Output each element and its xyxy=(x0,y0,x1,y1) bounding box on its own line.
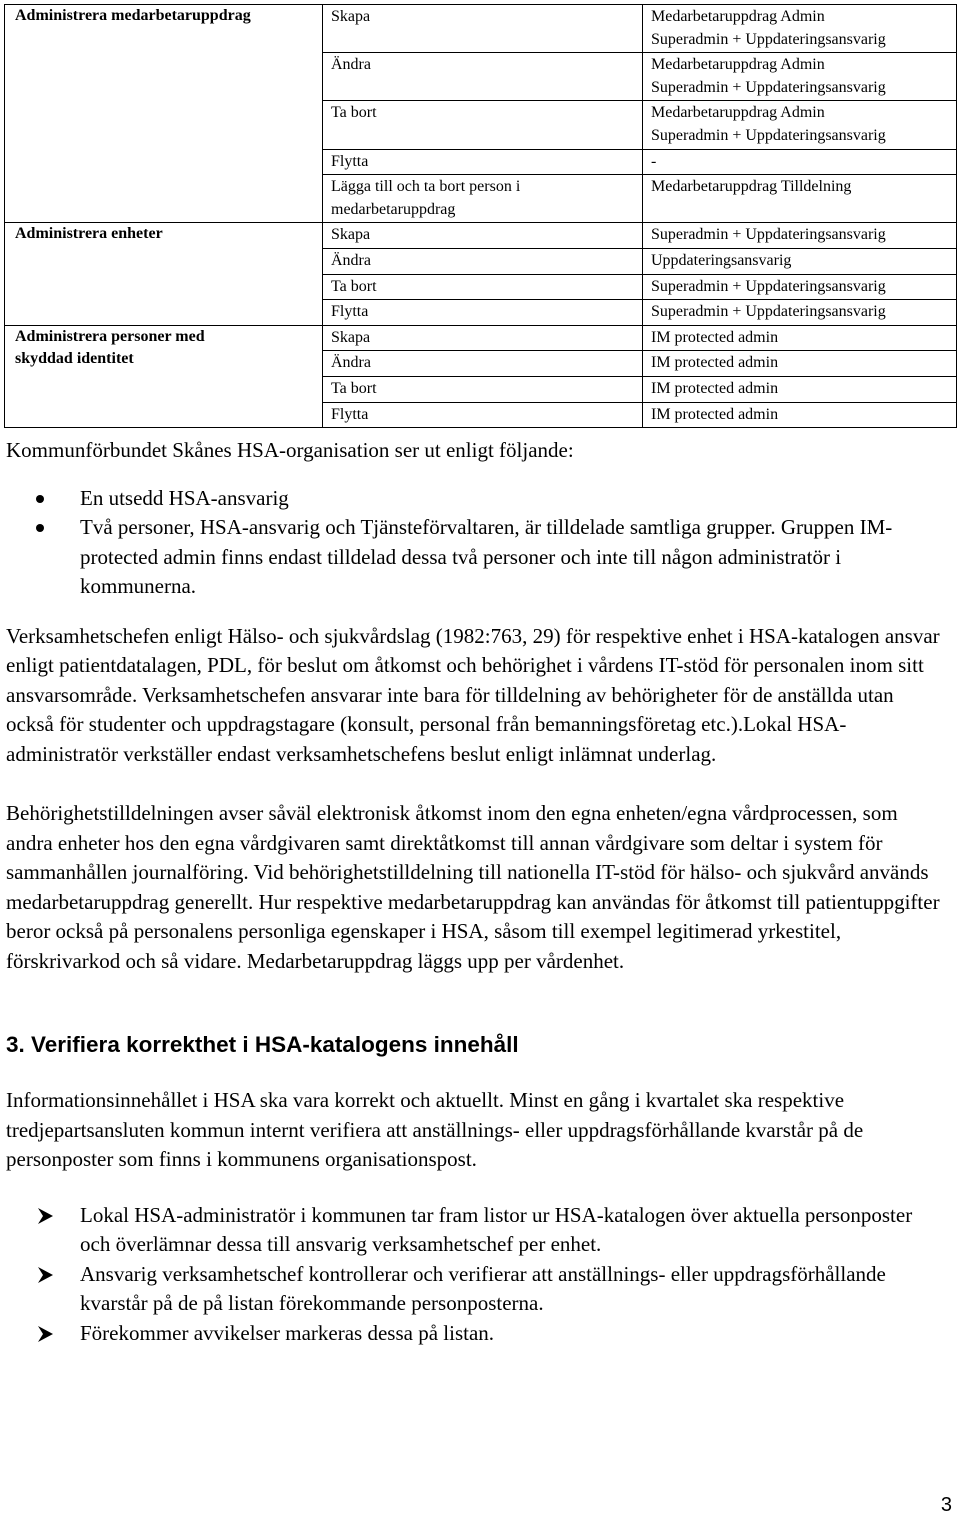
bullet-icon xyxy=(36,524,44,532)
action-label: Skapa xyxy=(331,8,371,25)
organisation-bullet-list xyxy=(6,484,946,602)
action-label: Flytta xyxy=(331,152,369,170)
action-label: Ta bort xyxy=(331,104,377,122)
action-label: Skapa xyxy=(331,328,371,346)
action-cell xyxy=(323,101,643,149)
role-cell xyxy=(643,149,957,175)
role-label: IM protected admin xyxy=(651,354,779,372)
action-label: Ändra xyxy=(331,56,371,74)
action-cell xyxy=(323,149,643,175)
role-label: - xyxy=(651,152,657,170)
action-label: Ta bort xyxy=(331,379,377,397)
role-label: Superadmin + Uppdateringsansvarig xyxy=(651,126,886,144)
step-item: Förekommer avvikelser markeras dessa på listan. xyxy=(6,1319,946,1349)
permissions-table xyxy=(4,4,957,428)
action-cell xyxy=(323,223,643,249)
action-label: medarbetaruppdrag xyxy=(331,200,456,218)
arrow-bullet-icon xyxy=(36,1207,54,1225)
action-label: Flytta xyxy=(331,303,369,321)
action-cell xyxy=(323,376,643,402)
role-label: Medarbetaruppdrag Tilldelning xyxy=(651,178,852,196)
step-item: Ansvarig verksamhetschef kontrollerar och verifierar att anställnings- eller uppdragsförhållande kvarstår på de på listan förekommande personposterna. xyxy=(6,1260,946,1319)
action-label: Ändra xyxy=(331,354,371,372)
table-row xyxy=(5,325,957,351)
action-label: Lägga till och ta bort person i xyxy=(331,178,521,196)
area-cell xyxy=(5,325,323,427)
role-cell xyxy=(643,376,957,402)
role-label: IM protected admin xyxy=(651,328,779,346)
action-cell xyxy=(323,53,643,101)
action-cell xyxy=(323,175,643,223)
action-label: Ändra xyxy=(331,251,371,269)
verification-step-list xyxy=(6,1201,946,1349)
area-label: skyddad identitet xyxy=(15,350,134,368)
action-label: Flytta xyxy=(331,405,369,423)
role-label: IM protected admin xyxy=(651,405,779,423)
role-label: Superadmin + Uppdateringsansvarig xyxy=(651,277,886,295)
table-row xyxy=(5,223,957,249)
role-cell xyxy=(643,248,957,274)
role-cell xyxy=(643,325,957,351)
role-cell xyxy=(643,175,957,223)
section-body: Informationsinnehållet i HSA ska vara korrekt och aktuellt. Minst en gång i kvartalet ska respektive tredjepartsansluten kommun internt verifiera att anställnings- eller uppdragsförhållande kvarstår på de personposter som finns i kommunens organisationspost. xyxy=(6,1088,864,1171)
role-label: Superadmin + Uppdateringsansvarig xyxy=(651,226,886,244)
role-label: Superadmin + Uppdateringsansvarig xyxy=(651,78,886,96)
step-item: Lokal HSA-administratör i kommunen tar fram listor ur HSA-katalogen över aktuella personposter och överlämnar dessa till ansvarig verksamhetschef per enhet. xyxy=(6,1201,946,1260)
role-cell xyxy=(643,402,957,428)
role-label: Superadmin + Uppdateringsansvarig xyxy=(651,30,886,48)
role-cell xyxy=(643,223,957,249)
action-label: Ta bort xyxy=(331,277,377,295)
area-cell xyxy=(5,223,323,325)
role-cell xyxy=(643,274,957,300)
intro-text: Kommunförbundet Skånes HSA-organisation ser ut enligt följande: xyxy=(6,438,574,462)
action-cell xyxy=(323,274,643,300)
table-row xyxy=(5,5,957,53)
area-cell xyxy=(5,5,323,223)
role-cell xyxy=(643,53,957,101)
bullet-icon xyxy=(36,495,44,503)
paragraph-behorighet: Behörighetstilldelningen avser såväl elektronisk åtkomst inom den egna enheten/egna vårdprocessen, som andra enheter hos den egna vårdgivaren samt direktåtkomst till annan vårdgivare som deltar i system för sammanhållen journalföring. Vid behörighetstilldelning till nationella IT-stöd för hälso- och sjukvård används medarbetaruppdrag generellt. Hur respektive medarbetaruppdrag kan användas för åtkomst till patientuppgifter beror också på personalens personliga egenskaper i HSA, såsom till exempel legitimerad yrkestitel, förskrivarkod och så vidare. Medarbetaruppdrag läggs upp per vårdenhet. xyxy=(6,801,940,973)
role-cell xyxy=(643,300,957,326)
paragraph-verksamhetschef: Verksamhetschefen enligt Hälso- och sjukvårdslag (1982:763, 29) för respektive enhet i HSA-katalogen ansvar enligt patientdatalagen, PDL, för beslut om åtkomst och behörighet i vårdens IT-stöd för personalen inom sitt ansvarsområde. Verksamhetschefen ansvarar inte bara för tilldelning av behörigheter för de anställda utan också för studenter och uppdragstagare (konsult, personal från bemanningsföretag etc.).Lokal HSA-administratör verkställer endast verksamhetschefens beslut enligt inlämnat underlag. xyxy=(6,623,940,766)
arrow-bullet-icon xyxy=(36,1325,54,1343)
role-label: IM protected admin xyxy=(651,379,779,397)
area-label: Administrera enheter xyxy=(15,225,163,243)
role-label: Medarbetaruppdrag Admin xyxy=(651,104,825,122)
bullet-item: En utsedd HSA-ansvarig xyxy=(6,484,946,514)
action-cell xyxy=(323,351,643,377)
page-number: 3 xyxy=(940,1494,952,1516)
arrow-bullet-icon xyxy=(36,1266,54,1284)
role-cell xyxy=(643,5,957,53)
action-cell xyxy=(323,5,643,53)
role-label: Medarbetaruppdrag Admin xyxy=(651,8,825,25)
bullet-item: Två personer, HSA-ansvarig och Tjänsteförvaltaren, är tilldelade samtliga grupper. Gruppen IM-protected admin finns endast tilldelad dessa två personer och inte till någon administratör i kommunerna. xyxy=(6,513,946,602)
action-cell xyxy=(323,402,643,428)
action-cell xyxy=(323,248,643,274)
document-body xyxy=(6,436,946,1348)
role-label: Uppdateringsansvarig xyxy=(651,251,792,269)
area-label: Administrera personer med xyxy=(15,327,205,345)
role-label: Medarbetaruppdrag Admin xyxy=(651,56,825,74)
role-cell xyxy=(643,351,957,377)
action-cell xyxy=(323,325,643,351)
role-cell xyxy=(643,101,957,149)
action-cell xyxy=(323,300,643,326)
permissions-table-body xyxy=(5,5,957,428)
role-label: Superadmin + Uppdateringsansvarig xyxy=(651,303,886,321)
section-heading: 3. Verifiera korrekthet i HSA-katalogens innehåll xyxy=(6,1032,519,1057)
area-label: Administrera medarbetaruppdrag xyxy=(15,7,251,24)
action-label: Skapa xyxy=(331,226,371,244)
